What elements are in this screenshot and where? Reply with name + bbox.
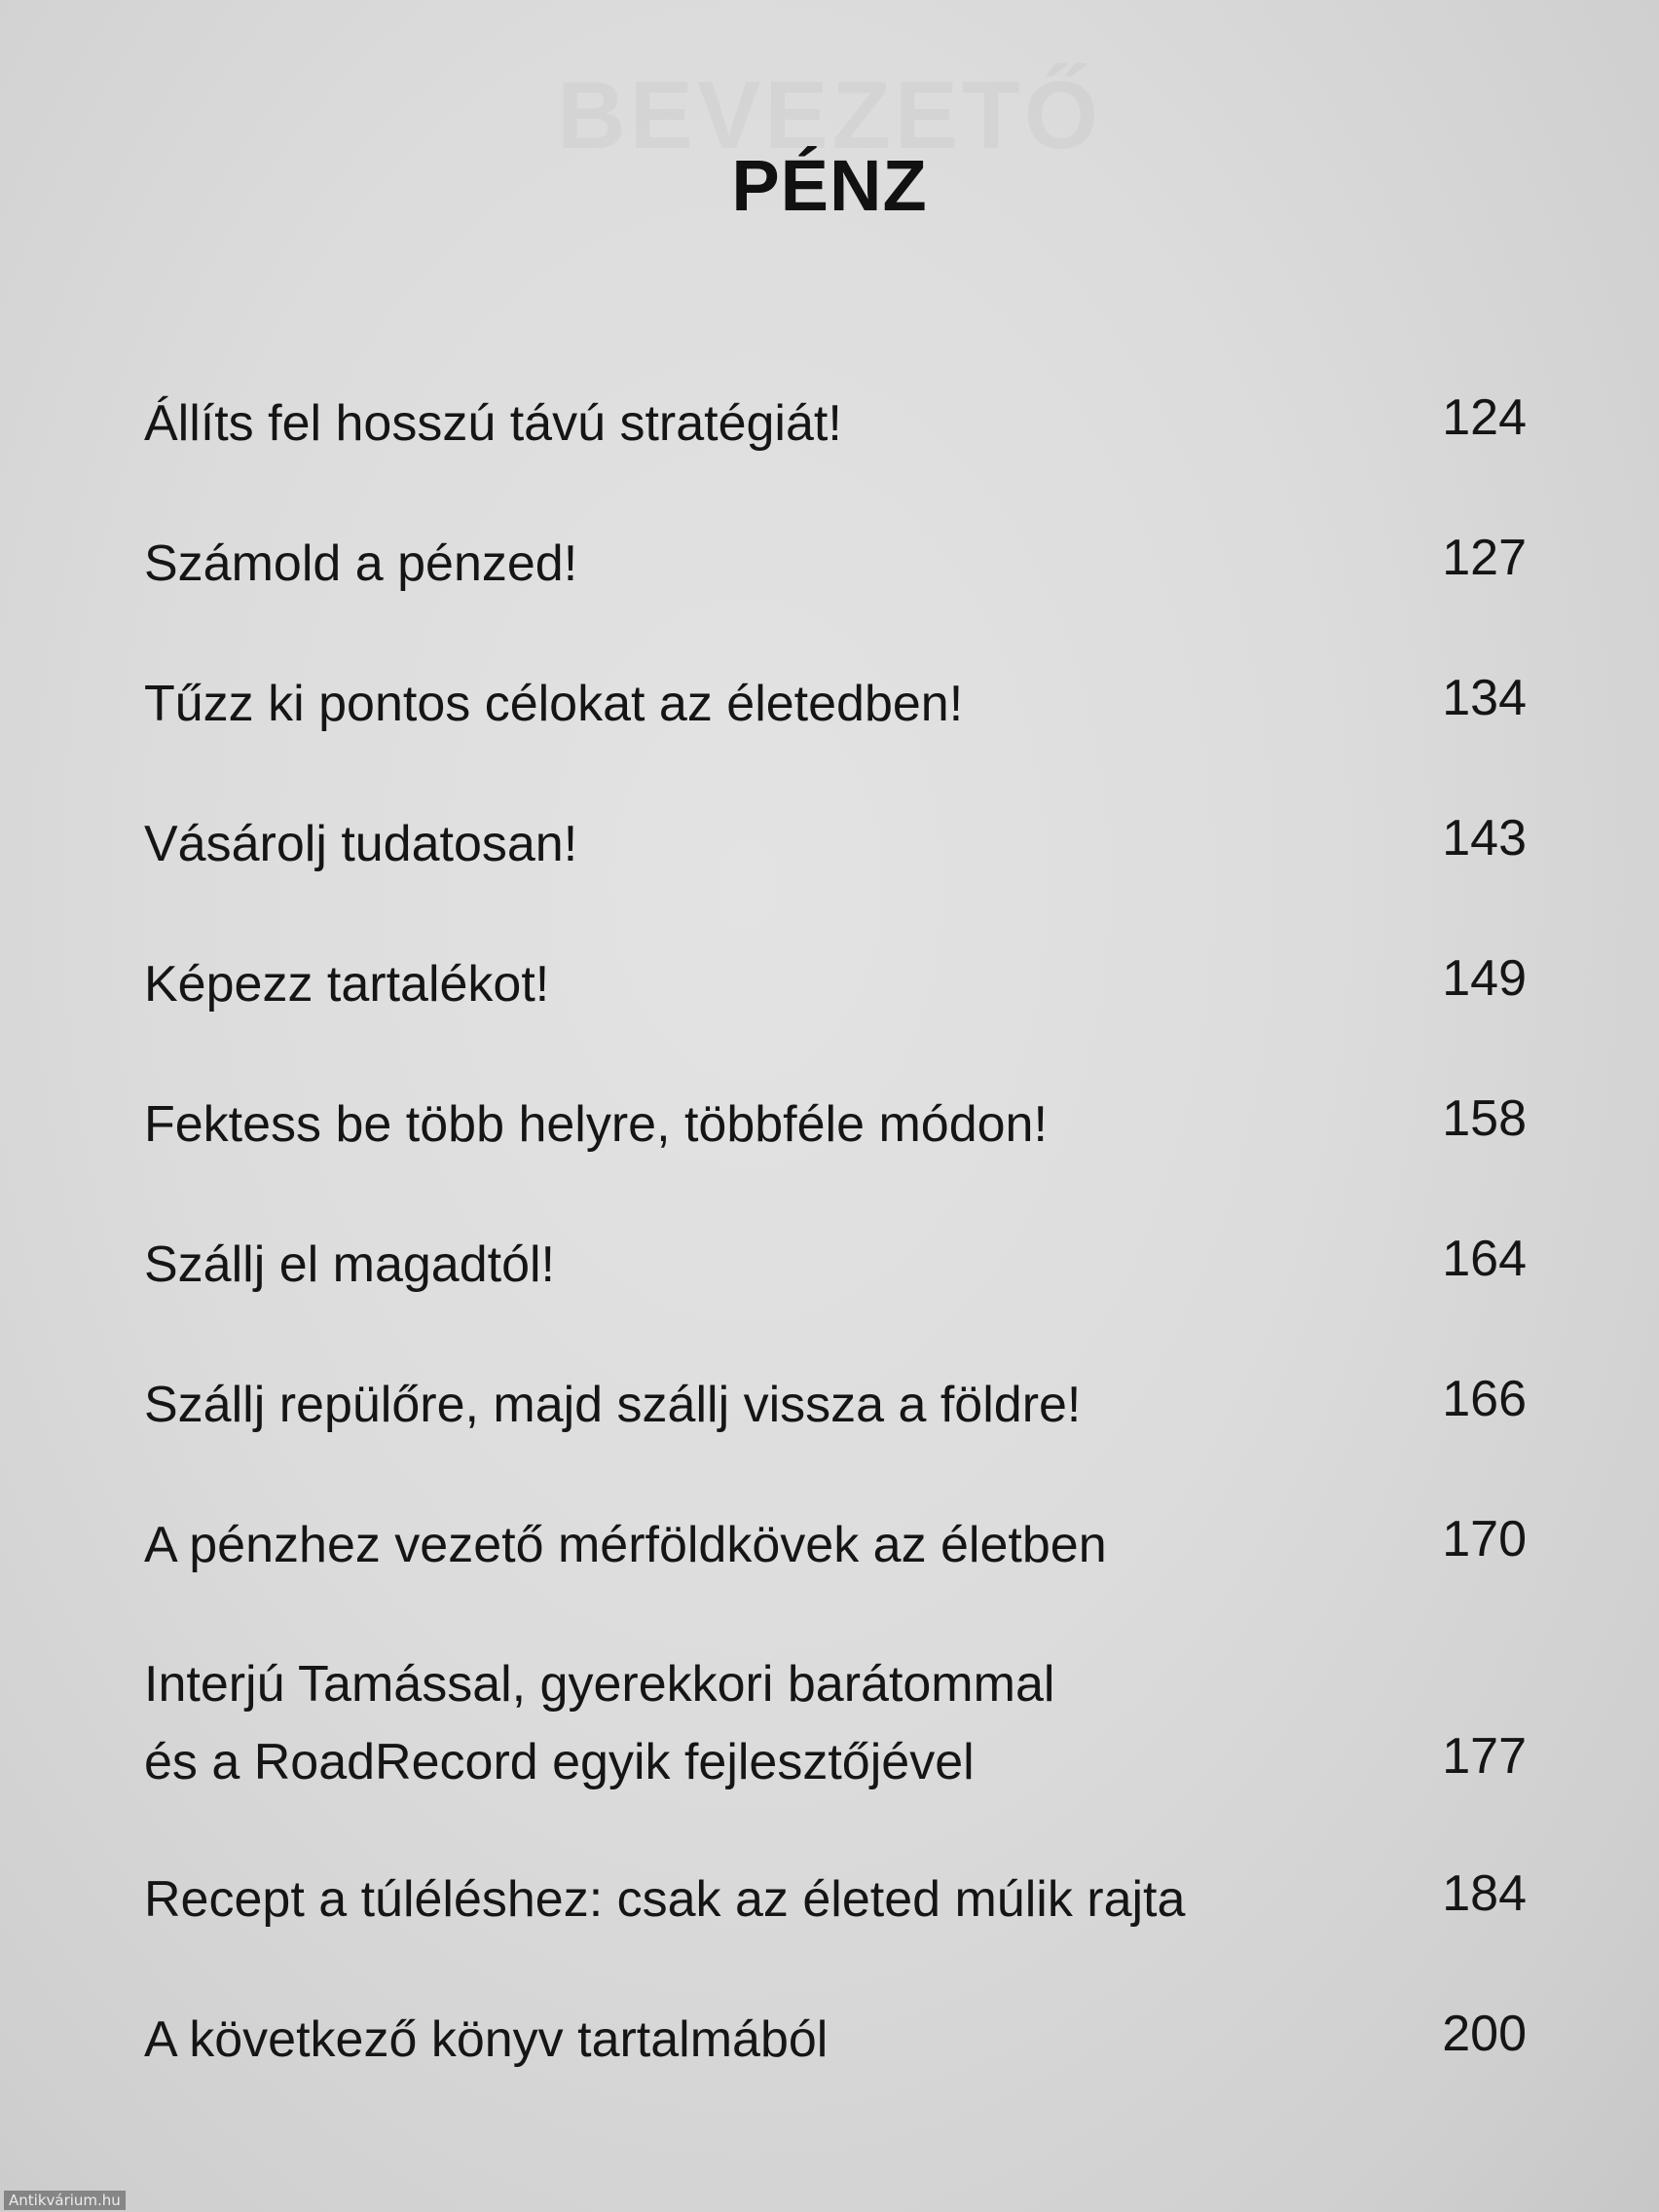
toc-entry-title bbox=[144, 1086, 1312, 1163]
toc-entry bbox=[144, 385, 1527, 462]
toc-entry-title-line: Képezz tartalékot! bbox=[144, 956, 550, 1013]
toc-entry-title-line: A pénzhez vezető mérföldkövek az életben bbox=[144, 1517, 1107, 1573]
toc-entry-title bbox=[144, 2001, 1312, 2079]
toc-entry-title bbox=[144, 1861, 1312, 1938]
toc-entry-title bbox=[144, 1366, 1312, 1444]
toc-entry-title-line: Szállj repülőre, majd szállj vissza a földre! bbox=[144, 1377, 1082, 1433]
toc-entry-title-line: és a RoadRecord egyik fejlesztőjével bbox=[144, 1734, 975, 1790]
toc-entry-title-line: Interjú Tamással, gyerekkori barátommal bbox=[144, 1656, 1055, 1713]
toc-entry-page-number: 124 bbox=[1442, 389, 1527, 446]
toc-entry-title bbox=[144, 525, 1312, 603]
toc-entry-title bbox=[144, 1226, 1312, 1304]
toc-entry-page-number: 149 bbox=[1442, 950, 1527, 1007]
toc-entry-title-line: Szállj el magadtól! bbox=[144, 1236, 555, 1293]
toc-entry bbox=[144, 945, 1527, 1023]
toc-entry-page-number: 127 bbox=[1442, 530, 1527, 586]
watermark: Antikvárium.hu bbox=[4, 2191, 126, 2210]
toc-entry bbox=[144, 1086, 1527, 1163]
toc-entry-title-line: Recept a túléléshez: csak az életed múlik rajta bbox=[144, 1871, 1186, 1928]
toc-entry-title-line: A következő könyv tartalmából bbox=[144, 2011, 829, 2068]
toc-entry bbox=[144, 665, 1527, 743]
toc-entry-title bbox=[144, 665, 1312, 743]
toc-entry-title bbox=[144, 385, 1312, 462]
toc-entry-title bbox=[144, 1645, 1312, 1801]
toc-entry-page-number: 158 bbox=[1442, 1090, 1527, 1147]
toc-entry-page-number: 166 bbox=[1442, 1371, 1527, 1427]
page-title: PÉNZ bbox=[731, 145, 928, 226]
toc-entry-title-line: Vásárolj tudatosan! bbox=[144, 816, 578, 872]
toc-entry-page-number: 143 bbox=[1442, 810, 1527, 866]
ghost-heading: BEVEZETŐ bbox=[556, 61, 1103, 168]
toc-entry-page-number: 200 bbox=[1442, 2006, 1527, 2062]
toc-entry bbox=[144, 2001, 1527, 2079]
toc-entry-title-line: Számold a pénzed! bbox=[144, 535, 578, 592]
toc-entry-page-number: 177 bbox=[1442, 1728, 1527, 1785]
toc-entry bbox=[144, 1226, 1527, 1304]
toc-entry bbox=[144, 1366, 1527, 1444]
toc-entry bbox=[144, 1645, 1527, 1801]
toc-entry-page-number: 164 bbox=[1442, 1231, 1527, 1287]
toc-entry-page-number: 134 bbox=[1442, 670, 1527, 726]
toc-entry-title-line: Fektess be több helyre, többféle módon! bbox=[144, 1096, 1048, 1153]
toc-entry-page-number: 184 bbox=[1442, 1865, 1527, 1922]
toc-entry-title bbox=[144, 805, 1312, 883]
toc-entry-title-line: Állíts fel hosszú távú stratégiát! bbox=[144, 395, 842, 452]
toc-entry bbox=[144, 805, 1527, 883]
toc-entry bbox=[144, 1861, 1527, 1938]
toc-entry bbox=[144, 525, 1527, 603]
toc-entry-title bbox=[144, 1506, 1312, 1584]
toc-entry-title bbox=[144, 945, 1312, 1023]
toc-entry-title-line: Tűzz ki pontos célokat az életedben! bbox=[144, 676, 964, 732]
toc-entry-page-number: 170 bbox=[1442, 1511, 1527, 1567]
toc-entry bbox=[144, 1506, 1527, 1584]
